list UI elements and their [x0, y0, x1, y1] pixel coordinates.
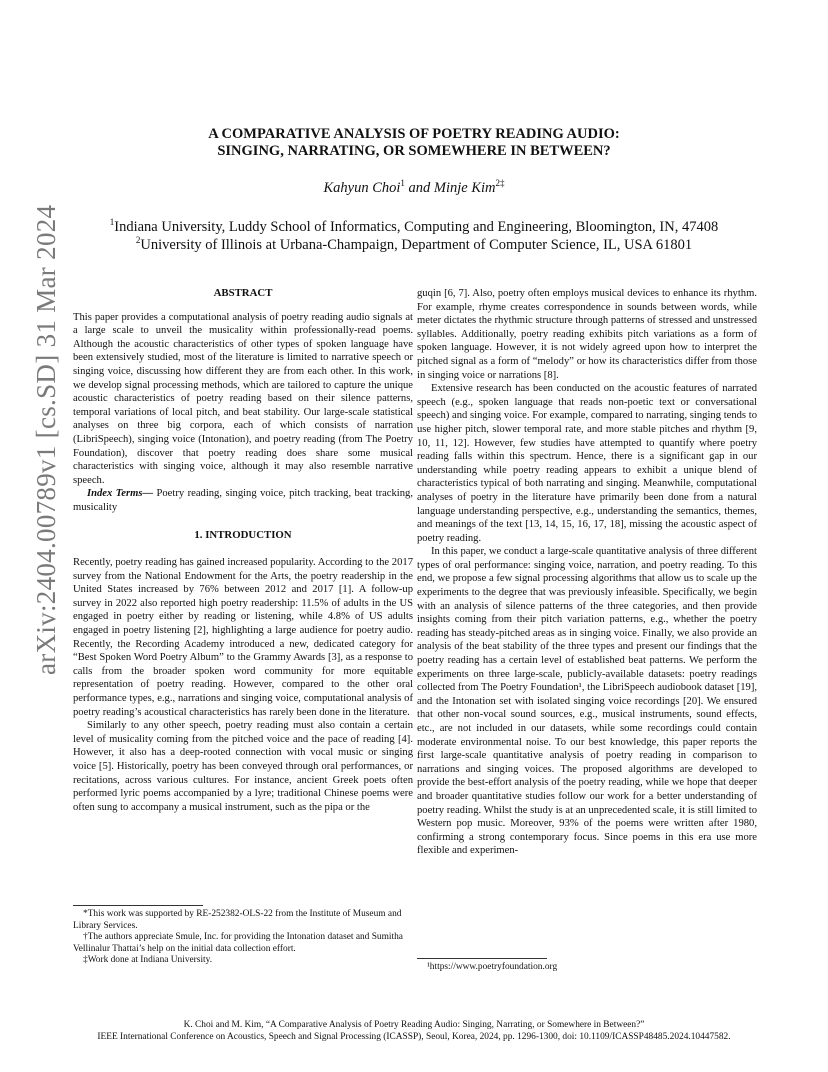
footnote-work-done: ‡Work done at Indiana University. [83, 955, 213, 966]
intro-paragraph-1: Recently, poetry reading has gained increased popularity. According to the 2017 survey from the National Endowment for the Arts, the poetry readership in the United States increased by 76% between 2012 and 2017 [1]. A follow-up survey in 2022 also reported high poetry readership: 11.5% of adults in the US engaged in poetry either by reading or listening, while 4.8% of US adults engaged in poetry listening [2], highlighting a large audience for poetry audio. Recently, the Recording Academy introduced a new, dedicated category for “Best Spoken Word Poetry Album” to the Grammy Awards [3], as a response to calls from the broader spoken word community for more equitable representation of poetry reading. However, compared to the other oral performance types, e.g., narrations and singing voice, computational analysis of poetry reading’s acoustical characteristics has rarely been done in the literature. [73, 557, 413, 718]
right-footnotes [417, 958, 757, 974]
arxiv-id: arXiv:2404.00789v1 [cs.SD] 31 Mar 2024 [31, 204, 61, 675]
affiliation-1: $^1$Indiana University, Luddy School of Informatics, Computing and Engineering, Bloomington, IN, 47408 [109, 217, 719, 235]
title-line-1: A COMPARATIVE ANALYSIS OF POETRY READING AUDIO: [208, 126, 620, 142]
right-paragraph-1: guqin [6, 7]. Also, poetry often employs musical devices to enhance its rhythm. For example, rhyme creates correspondence in sounds between words, while meter dictates the rhythmic structure through patterns of stressed and unstressed syllables. Additionally, poetry reading exhibits pitch variations as a form of spoken language. However, it is not widely agreed upon how to interpret the pitched signal as a form of “melody” or how its characteristics differ from those in singing voice or narrations [8]. [417, 288, 757, 381]
citation-line-2: IEEE International Conference on Acoustics, Speech and Signal Processing (ICASSP), Seoul, Korea, 2024, pp. 1296-1300, doi: 10.1109/ICASSP48485.2024.10447582. [97, 1032, 731, 1042]
arxiv-stamp [23, 204, 71, 675]
title-line-2: SINGING, NARRATING, OR SOMEWHERE IN BETWEEN? [217, 143, 611, 159]
footnote-url: ¹https://www.poetryfoundation.org [427, 962, 558, 972]
footnote-funding: *This work was supported by RE-252382-OLS-22 from the Institute of Museum and Library Services. [73, 909, 402, 931]
authors [0, 180, 828, 197]
index-terms-label: Index Terms— [87, 488, 154, 500]
footnote-rule [417, 958, 547, 959]
intro-paragraph-2: Similarly to any other speech, poetry reading must also contain a certain level of musicality coming from the pitched voice and the pace of reading [4]. However, it also has a deep-rooted connection with vocal music or singing voice [5]. Historically, poetry has been conveyed through oral performances, or recitations, across various cultures. For instance, ancient Greek poets often performed lyric poems accompanied by a lyre; traditional Chinese poems were often sung to accompany a musical instrument, such as the pipa or the [73, 720, 413, 813]
index-terms: Index Terms— Poetry reading, singing voice, pitch tracking, beat tracking, musicality [73, 488, 413, 513]
affiliations [0, 218, 828, 254]
section-heading-introduction: 1. INTRODUCTION [194, 528, 292, 541]
footnote-rule [73, 905, 203, 906]
abstract-text: This paper provides a computational analysis of poetry reading audio signals at a large scale to unveil the musicality within professionally-read poems. Although the acoustic characteristics of other types of spoken language have been extensively studied, most of the literature is limited to narrative speech or singing voice, discussing how different they are from each other. In this work, we develop signal processing methods, which are tailored to capture the unique acoustic characteristics of poetry reading based on their silence patterns, temporal variations of local pitch, and beat stability. Our large-scale statistical analyses on three big corpora, each of which consists of narration (LibriSpeech), singing voice (Intonation), and poetry reading (from The Poetry Foundation), discover that poetry reading does share some musical characteristics with singing voice, although it may also resemble narrative speech. [73, 311, 413, 486]
left-column [73, 287, 413, 814]
author-2: and Minje Kim [408, 180, 496, 196]
author-1: Kahyun Choi [323, 180, 401, 196]
author-2-sup: 2‡ [495, 178, 505, 189]
citation-line-1: K. Choi and M. Kim, “A Comparative Analysis of Poetry Reading Audio: Singing, Narrating, or Somewhere in Between?” [183, 1020, 645, 1030]
citation-footer [0, 1019, 828, 1043]
paper-title [0, 126, 828, 160]
author-1-sup: 1 [400, 178, 405, 189]
footnote-acknowledgement: †The authors appreciate Smule, Inc. for providing the Intonation dataset and Sumitha Vellinalur Thattai’s help on the initial data collection effort. [73, 932, 403, 954]
right-column [417, 287, 757, 858]
abstract-heading: ABSTRACT [213, 287, 273, 299]
affiliation-2: $^2$University of Illinois at Urbana-Champaign, Department of Computer Science, IL, USA 61801 [135, 235, 693, 253]
left-footnotes [73, 905, 413, 967]
right-paragraph-3: In this paper, we conduct a large-scale quantitative analysis of three different types of oral performance: singing voice, narration, and poetry reading. To this end, we propose a few signal processing algorithms that allow us to scale up the experiments to the degree that was previously infeasible. Specifically, we begin with an analysis of silence patterns of the three categories, and then provide insights coming from their pitch variation patterns, e.g., whether the poetry reading has steady-pitched areas as in singing voice. Finally, we also provide an analysis of the beat stability of the three types and present our findings that the poetry reading has a certain level of established beat patterns. We perform the experiments on three large-scale, publicly-available datasets: poetry readings collected from The Poetry Foundation¹, the LibriSpeech audiobook dataset [19], and the Intonation set with isolated singing voice recordings [20]. We ensured that other non-vocal sound sources, e.g., musical instruments, sound effects, etc., are not included in our datasets, while some recordings could contain moderate environmental noise. To our best knowledge, this paper reports the first large-scale quantitative analysis of poetry reading in comparison to narrations and singing voices. The proposed algorithms are developed to provide the best-effort analysis of the poetry reading, while we hope that deeper and broader quantitative studies follow our work for a better understanding of poetry reading. Whilst the study is at an unprecedented scale, it is still limited to Western pop music. Moreover, 93% of the poems were written after 1980, confirming a strong contemporary focus. Since poems in this era use more flexible and experimen- [417, 546, 757, 857]
right-paragraph-2: Extensive research has been conducted on the acoustic features of narrated speech (e.g., spoken language that reads non-poetic text or conversational speech) and singing voice. For example, compared to narrating, singing tends to use higher pitch, slower temporal rate, and more stable pitches and rhythm [9, 10, 11, 12]. However, few studies have attempted to quantify where poetry reading falls within this spectrum. Hence, there is a significant gap in our understanding while poetry reading appears to exhibit a unique blend of characteristics typical of both narrating and singing. Meanwhile, computational analyses of poetry in the literature have primarily been done from a natural language understanding perspective, e.g., understanding the semantics, themes, and meanings of the text [13, 14, 15, 16, 17, 18], missing the acoustic aspect of poetry reading. [417, 383, 757, 544]
